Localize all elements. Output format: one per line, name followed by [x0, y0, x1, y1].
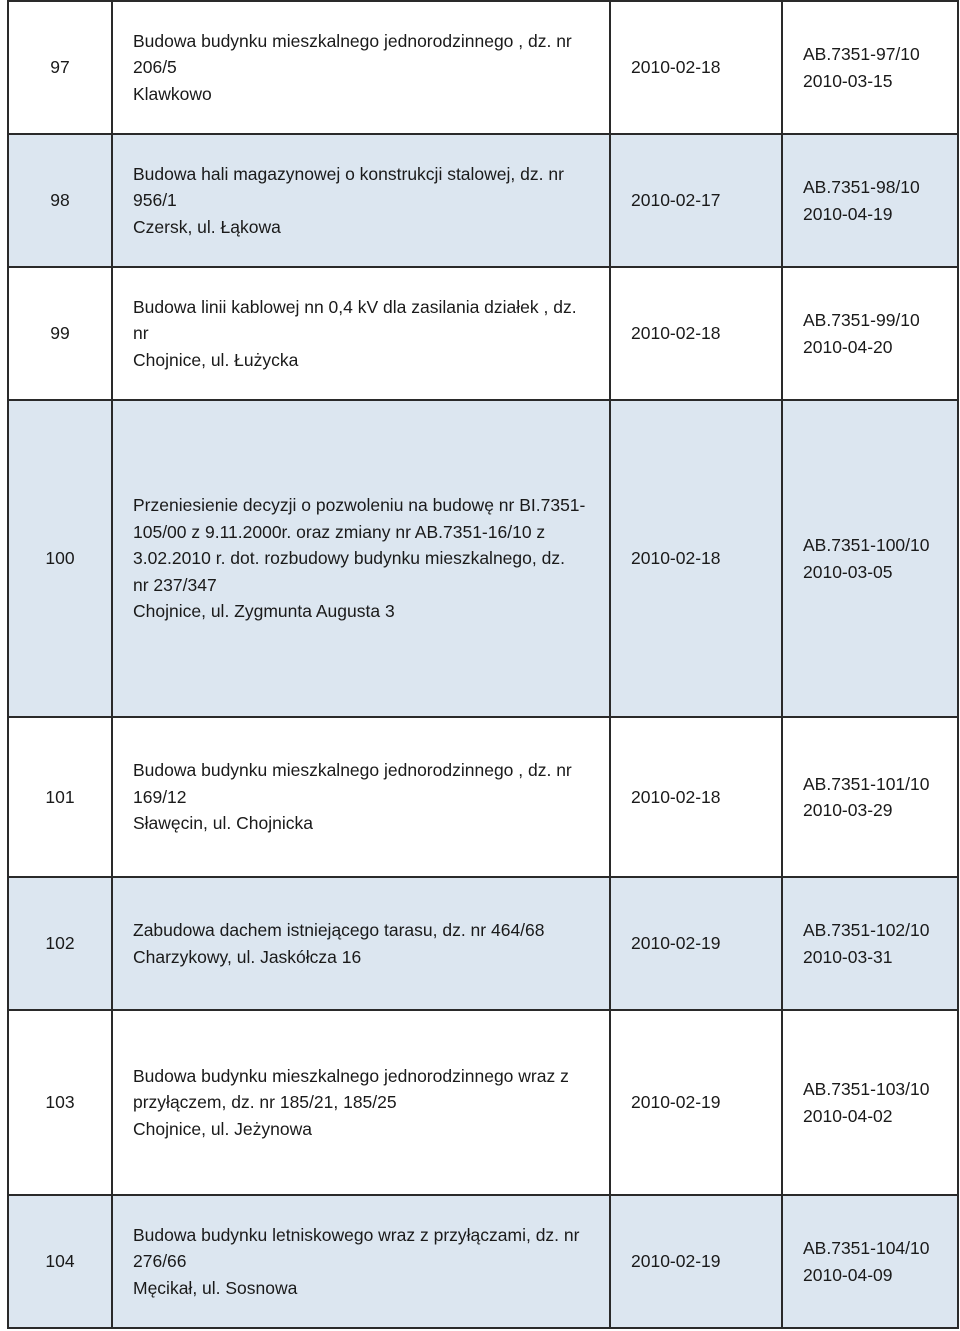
description-line: 276/66 [133, 1251, 187, 1272]
description-line: Chojnice, ul. Jeżynowa [133, 1118, 312, 1139]
description-line: 105/00 z 9.11.2000r. oraz zmiany nr AB.7351-16/10 z [133, 521, 546, 542]
row-number: 104 [8, 1195, 112, 1328]
decision-number: AB.7351-102/10 [803, 920, 930, 940]
description-cell [112, 717, 610, 877]
decision-cell [782, 400, 958, 717]
decision-number: AB.7351-99/10 [803, 310, 920, 330]
decision-cell [782, 1195, 958, 1328]
application-date: 2010-02-18 [610, 1, 782, 134]
description-cell [112, 134, 610, 267]
description-line: 956/1 [133, 190, 177, 211]
description-line: Męcikał, ul. Sosnowa [133, 1277, 298, 1298]
description-cell [112, 267, 610, 400]
row-number: 100 [8, 400, 112, 717]
decision-cell [782, 134, 958, 267]
description-line: Budowa budynku mieszkalnego jednorodzinnego wraz z [133, 1065, 569, 1086]
description-cell [112, 877, 610, 1010]
decision-date: 2010-04-19 [803, 203, 893, 224]
decision-cell [782, 267, 958, 400]
decision-date: 2010-03-05 [803, 561, 893, 582]
description-cell [112, 1195, 610, 1328]
description-cell [112, 400, 610, 717]
description-line: Sławęcin, ul. Chojnicka [133, 813, 313, 834]
decision-date: 2010-03-29 [803, 800, 893, 820]
decision-number: AB.7351-103/10 [803, 1079, 930, 1099]
application-date: 2010-02-18 [610, 267, 782, 400]
application-date: 2010-02-18 [610, 400, 782, 717]
description-line: Chojnice, ul. Zygmunta Augusta 3 [133, 601, 395, 622]
decision-number: AB.7351-98/10 [803, 177, 920, 197]
decision-date: 2010-03-31 [803, 946, 893, 967]
decision-cell [782, 717, 958, 877]
table-row [8, 1, 958, 134]
table-row [8, 717, 958, 877]
decision-number: AB.7351-97/10 [803, 44, 920, 64]
decision-number: AB.7351-101/10 [803, 773, 930, 794]
description-line: przyłączem, dz. nr 185/21, 185/25 [133, 1092, 397, 1113]
description-line: Charzykowy, ul. Jaskółcza 16 [133, 946, 362, 967]
description-cell [112, 1, 610, 134]
decision-number: AB.7351-104/10 [803, 1238, 930, 1258]
application-date: 2010-02-18 [610, 717, 782, 877]
application-date: 2010-02-19 [610, 1195, 782, 1328]
decision-cell [782, 1010, 958, 1195]
row-number: 101 [8, 717, 112, 877]
decision-date: 2010-03-15 [803, 70, 893, 91]
application-date: 2010-02-19 [610, 877, 782, 1010]
description-line: 169/12 [133, 786, 187, 807]
description-line: Budowa budynku mieszkalnego jednorodzinnego , dz. nr [133, 760, 572, 781]
description-line: nr 237/347 [133, 574, 217, 595]
row-number: 98 [8, 134, 112, 267]
table-row [8, 877, 958, 1010]
table-row [8, 134, 958, 267]
description-line: Przeniesienie decyzji o pozwoleniu na budowę nr BI.7351- [133, 495, 586, 516]
decision-cell [782, 877, 958, 1010]
table-row [8, 1010, 958, 1195]
decision-date: 2010-04-20 [803, 336, 893, 357]
description-line: Budowa budynku mieszkalnego jednorodzinnego , dz. nr [133, 30, 572, 51]
decision-number: AB.7351-100/10 [803, 535, 930, 555]
row-number: 99 [8, 267, 112, 400]
decision-date: 2010-04-09 [803, 1264, 893, 1285]
row-number: 102 [8, 877, 112, 1010]
description-line: 3.02.2010 r. dot. rozbudowy budynku mieszkalnego, dz. [133, 548, 565, 569]
description-line: Budowa hali magazynowej o konstrukcji stalowej, dz. nr [133, 163, 564, 184]
description-line: Budowa linii kablowej nn 0,4 kV dla zasilania działek , dz. [133, 296, 577, 317]
table-row [8, 267, 958, 400]
application-date: 2010-02-19 [610, 1010, 782, 1195]
row-number: 103 [8, 1010, 112, 1195]
description-line: Klawkowo [133, 83, 212, 104]
permit-register-table [7, 0, 959, 1329]
description-line: Zabudowa dachem istniejącego tarasu, dz. nr 464/68 [133, 920, 545, 940]
description-line: 206/5 [133, 57, 177, 78]
application-date: 2010-02-17 [610, 134, 782, 267]
description-cell [112, 1010, 610, 1195]
description-line: Czersk, ul. Łąkowa [133, 216, 281, 237]
table-row [8, 1195, 958, 1328]
description-line: Chojnice, ul. Łużycka [133, 349, 299, 370]
decision-cell [782, 1, 958, 134]
row-number: 97 [8, 1, 112, 134]
decision-date: 2010-04-02 [803, 1105, 893, 1126]
description-line: nr [133, 323, 149, 344]
description-line: Budowa budynku letniskowego wraz z przyłączami, dz. nr [133, 1224, 580, 1245]
table-row [8, 400, 958, 717]
